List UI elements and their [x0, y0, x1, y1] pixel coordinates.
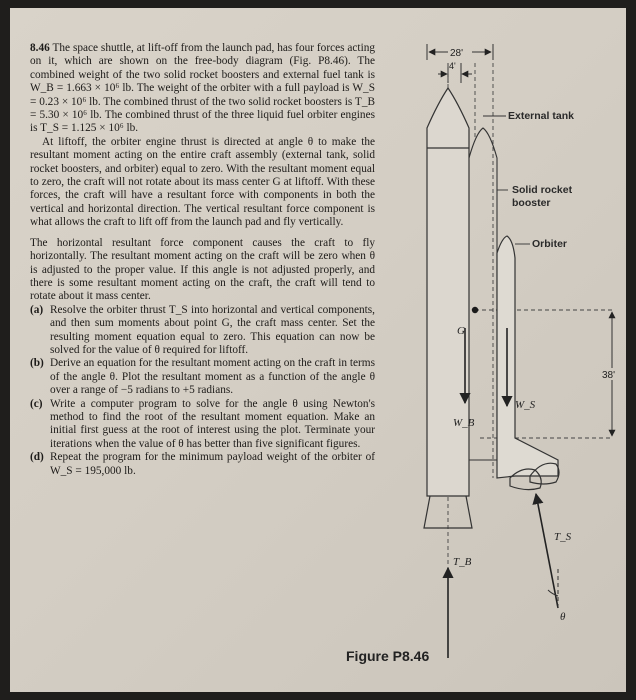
theta-label: θ [560, 611, 566, 623]
textbook-page [10, 8, 626, 692]
part-label: (a) [30, 303, 44, 316]
thrust-orbiter-label: T_S [554, 531, 572, 543]
part-text: Repeat the program for the minimum payload weight of the orbiter of W_S = 195,000 lb. [50, 451, 375, 477]
callout-external-tank: External tank [508, 110, 574, 122]
part-text: Write a computer program to solve for the angle θ using Newton's method to find the root of the resultant moment equation. Make an initial first guess at the root of interest using the plot. Terminate your iterations when the value of θ has better than five significant figures. [50, 397, 375, 450]
dim-side-label: 38' [602, 370, 616, 381]
thrust-booster-label: T_B [453, 556, 472, 568]
mass-center-label: G [457, 325, 465, 337]
part-label: (c) [30, 397, 43, 410]
part-label: (d) [30, 451, 44, 464]
part-text: Derive an equation for the resultant moment acting on the craft in terms of the angle θ. Plot the resultant moment as a function of the angle θ over a range of −5 radians to +5 radians. [50, 357, 375, 397]
callout-orbiter: Orbiter [532, 238, 568, 250]
part-text: Resolve the orbiter thrust T_S into horizontal and vertical components, and then sum moments about point G, the craft mass center. Set the resulting moment equation equal to zero. This equation can now be solved for the value of θ required for liftoff. [50, 303, 375, 356]
figure-caption: Figure P8.46 [346, 648, 430, 664]
weight-booster-label: W_B [453, 417, 475, 429]
weight-orbiter-label: W_S [515, 399, 536, 411]
problem-paragraph-3: The horizontal resultant force component causes the craft to fly horizontally. The resultant moment acting on the craft will be zero when θ is adjusted to the proper value. If this angle is not adjusted properly, and there is some resultant moment acting on the craft, the craft will tend to rotate about it mass center. [30, 236, 375, 303]
callout-booster-line2: booster [512, 197, 551, 209]
dim-top-label: 28' [450, 48, 464, 59]
callout-leaders [483, 116, 530, 244]
thrust-orbiter-arrow [536, 494, 558, 608]
solid-rocket-booster [424, 88, 472, 528]
part-label: (b) [30, 357, 44, 370]
mass-center-point [472, 307, 478, 313]
callout-booster-line1: Solid rocket [512, 184, 573, 196]
problem-intro-text: The space shuttle, at lift-off from the launch pad, has four forces acting on it, which are shown on the free-body diagram (Fig. P8.46). The combined weight of the two solid rocket boosters and external fuel tank is W_B = 1.663 × 10⁶ lb. The weight of the orbiter with a full payload is W_S = 0.23 × 10⁶ lb. The combined thrust of the two solid rocket boosters is T_B = 5.30 × 10⁶ lb. The combined thrust of the three liquid fuel orbiter engines is T_S = 1.125 × 10⁶ lb. [30, 42, 375, 135]
problem-paragraph-2: At liftoff, the orbiter engine thrust is directed at angle θ to make the resultant moment acting on the entire craft assembly (external tank, solid rocket boosters, and orbiter) equal to zero. With the resultant moment equal to zero, the craft will not rotate about its mass center G at liftoff. With these forces, the craft will have a resultant force with components in both the vertical and horizontal direction. The vertical resultant force component is what allows the craft to lift off from the launch pad and fly vertically. [30, 135, 375, 229]
dim-small-label: 4' [449, 61, 456, 71]
problem-number: 8.46 [30, 42, 50, 54]
